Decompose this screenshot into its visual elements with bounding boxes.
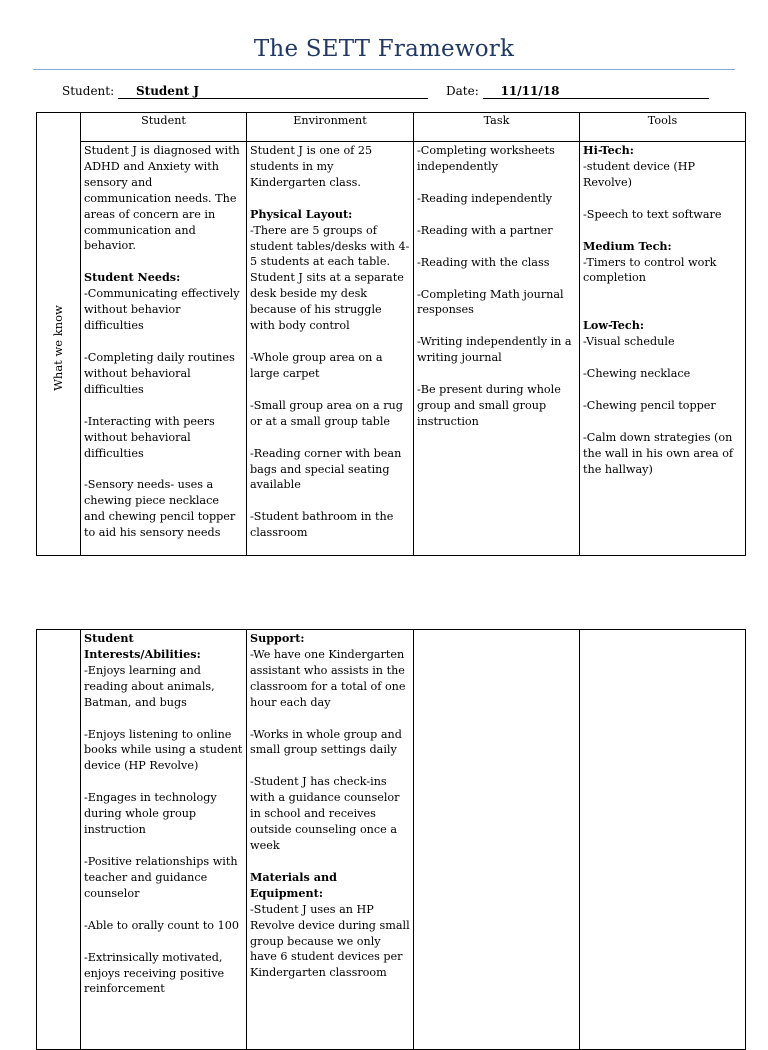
interest-item: -Engages in technology during whole group instruction	[84, 791, 217, 837]
task-item: -Reading independently	[417, 191, 553, 205]
tool-item: -Chewing pencil topper	[583, 399, 716, 413]
support-cell	[247, 630, 414, 1050]
environment-intro: Student J is one of 25 students in my Kindergarten class.	[250, 144, 373, 189]
task-item: -Completing Math journal responses	[417, 287, 564, 317]
layout-item: -Student bathroom in the classroom	[250, 510, 394, 540]
support-item: -Student J has check-ins with a guidance counselor in school and receives outside counseling once a week	[250, 775, 400, 852]
physical-layout-heading: Physical Layout:	[250, 206, 353, 221]
title-rule	[33, 69, 735, 70]
layout-item: -There are 5 groups of student tables/desks with 4-5 students at each table. Student J sits at a separate desk beside my desk because of his struggle with body control	[250, 223, 410, 333]
support-heading: Support:	[250, 631, 305, 645]
header-task: Task	[414, 113, 580, 142]
header-row	[37, 113, 746, 142]
task-item: -Writing independently in a writing journal	[417, 335, 572, 365]
page-title: The SETT Framework	[253, 36, 515, 62]
task-blank-cell	[414, 630, 580, 1050]
sett-table-2	[36, 629, 746, 1050]
tool-item: -Timers to control work completion	[583, 255, 717, 285]
interest-item: -Able to orally count to 100	[84, 918, 239, 932]
tool-item: -Speech to text software	[583, 207, 722, 221]
interest-item: -Enjoys learning and reading about animals, Batman, and bugs	[84, 663, 215, 709]
student-label: Student:	[62, 84, 115, 98]
header-blank	[37, 113, 81, 142]
low-tech-heading: Low-Tech:	[583, 318, 644, 333]
header-tools: Tools	[580, 113, 746, 142]
student-interests-cell	[81, 630, 247, 1050]
sett-table-1	[36, 112, 746, 556]
hi-tech-heading: Hi-Tech:	[583, 143, 634, 157]
date-value: 11/11/18	[483, 84, 709, 99]
tool-item: -student device (HP Revolve)	[583, 159, 696, 189]
interests-row	[37, 630, 746, 1050]
header-environment: Environment	[247, 113, 414, 142]
student-need-item: -Sensory needs- uses a chewing piece necklace and chewing pencil topper to aid his sensory needs	[84, 478, 236, 540]
task-cell	[414, 142, 580, 556]
interest-item: -Extrinsically motivated, enjoys receiving positive reinforcement	[84, 950, 225, 996]
interests-heading: Student Interests/Abilities:	[84, 631, 201, 661]
what-we-know-row	[37, 142, 746, 556]
task-item: -Be present during whole group and small group instruction	[417, 383, 561, 428]
medium-tech-heading: Medium Tech:	[583, 238, 672, 253]
support-item: -We have one Kindergarten assistant who assists in the classroom for a total of one hour each day	[250, 647, 406, 709]
interest-item: -Positive relationships with teacher and guidance counselor	[84, 854, 238, 900]
support-item: -Works in whole group and small group settings daily	[250, 727, 402, 757]
student-need-item: -Communicating effectively without behavior difficulties	[84, 287, 240, 333]
environment-cell	[247, 142, 414, 556]
student-cell	[81, 142, 247, 556]
materials-heading: Materials and Equipment:	[250, 869, 337, 900]
student-need-item: -Completing daily routines without behavioral difficulties	[84, 350, 235, 396]
student-need-item: -Interacting with peers without behavioral difficulties	[84, 414, 215, 460]
date-field	[446, 84, 709, 99]
student-value: Student J	[118, 84, 428, 99]
task-item: -Reading with the class	[417, 255, 550, 269]
side-label: What we know	[50, 305, 65, 392]
side-blank-cell	[37, 630, 81, 1050]
materials-item: -Student J uses an HP Revolve device during small group because we only have 6 student devices per Kindergarten classroom	[250, 902, 410, 980]
student-needs-heading: Student Needs:	[84, 270, 181, 285]
layout-item: -Whole group area on a large carpet	[250, 350, 383, 380]
date-label: Date:	[446, 84, 479, 98]
task-item: -Completing worksheets independently	[417, 144, 555, 173]
student-intro: Student J is diagnosed with ADHD and Anxiety with sensory and communication needs. The areas of concern are in communication and behavior.	[84, 144, 240, 253]
tool-item: -Visual schedule	[583, 335, 675, 349]
tool-item: -Calm down strategies (on the wall in his own area of the hallway)	[583, 430, 734, 476]
side-label-cell	[37, 142, 81, 556]
layout-item: -Reading corner with bean bags and special seating available	[250, 446, 402, 492]
task-item: -Reading with a partner	[417, 223, 553, 237]
tools-blank-cell	[580, 630, 746, 1050]
interest-item: -Enjoys listening to online books while using a student device (HP Revolve)	[84, 727, 243, 773]
student-field	[62, 84, 428, 99]
header-student: Student	[81, 113, 247, 142]
tools-cell	[580, 142, 746, 556]
tool-item: -Chewing necklace	[583, 367, 691, 381]
layout-item: -Small group area on a rug or at a small group table	[250, 398, 403, 428]
